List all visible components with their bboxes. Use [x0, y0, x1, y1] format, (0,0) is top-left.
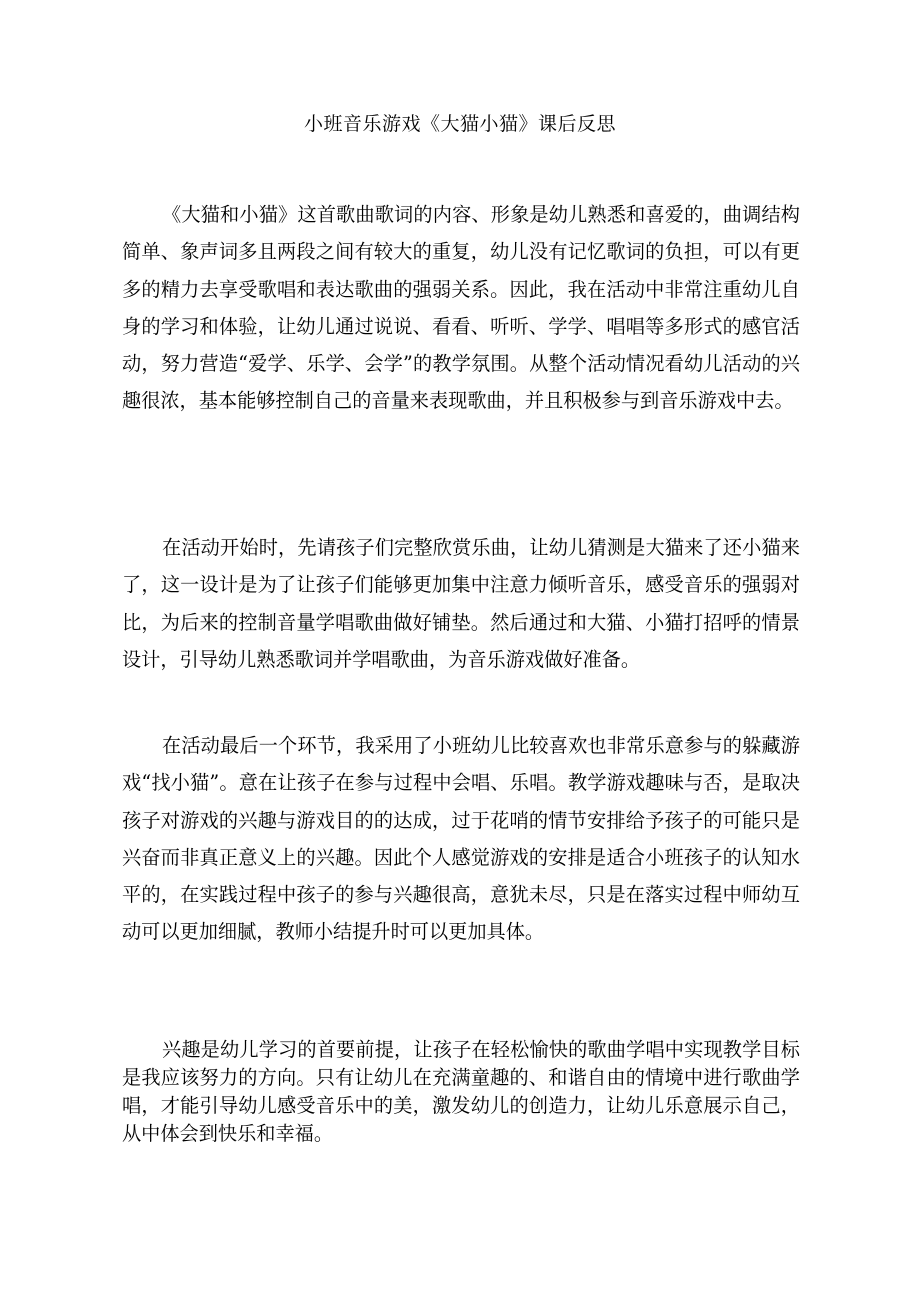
paragraph-4: 兴趣是幼儿学习的首要前提，让孩子在轻松愉快的歌曲学唱中实现教学目标是我应该努力的方向。只有让幼儿在充满童趣的、和谐自由的情境中进行歌曲学唱，才能引导幼儿感受音乐中的美，激发幼儿的创造力，让幼儿乐意展示自己，从中体会到快乐和幸福。	[122, 1038, 800, 1145]
paragraph-1: 《大猫和小猫》这首歌曲歌词的内容、形象是幼儿熟悉和喜爱的，曲调结构简单、象声词多且两段之间有较大的重复，幼儿没有记忆歌词的负担，可以有更多的精力去享受歌唱和表达歌曲的强弱关系。因此，我在活动中非常注重幼儿自身的学习和体验，让幼儿通过说说、看看、听听、学学、唱唱等多形式的感官活动，努力营造“爱学、乐学、会学”的教学氛围。从整个活动情况看幼儿活动的兴趣很浓，基本能够控制自己的音量来表现歌曲，并且积极参与到音乐游戏中去。	[122, 203, 800, 413]
paragraph-2: 在活动开始时，先请孩子们完整欣赏乐曲，让幼儿猜测是大猫来了还小猫来了，这一设计是为了让孩子们能够更加集中注意力倾听音乐，感受音乐的强弱对比，为后来的控制音量学唱歌曲做好铺垫。然后通过和大猫、小猫打招呼的情景设计，引导幼儿熟悉歌词并学唱歌曲，为音乐游戏做好准备。	[122, 536, 800, 671]
document-title: 小班音乐游戏《大猫小猫》课后反思	[303, 113, 616, 135]
paragraph-3: 在活动最后一个环节，我采用了小班幼儿比较喜欢也非常乐意参与的躲藏游戏“找小猫”。意在让孩子在参与过程中会唱、乐唱。教学游戏趣味与否，是取决孩子对游戏的兴趣与游戏目的的达成，过于花哨的情节安排给予孩子的可能只是兴奋而非真正意义上的兴趣。因此个人感觉游戏的安排是适合小班孩子的认知水平的，在实践过程中孩子的参与兴趣很高，意犹未尽，只是在落实过程中师幼互动可以更加细腻，教师小结提升时可以更加具体。	[122, 734, 800, 944]
